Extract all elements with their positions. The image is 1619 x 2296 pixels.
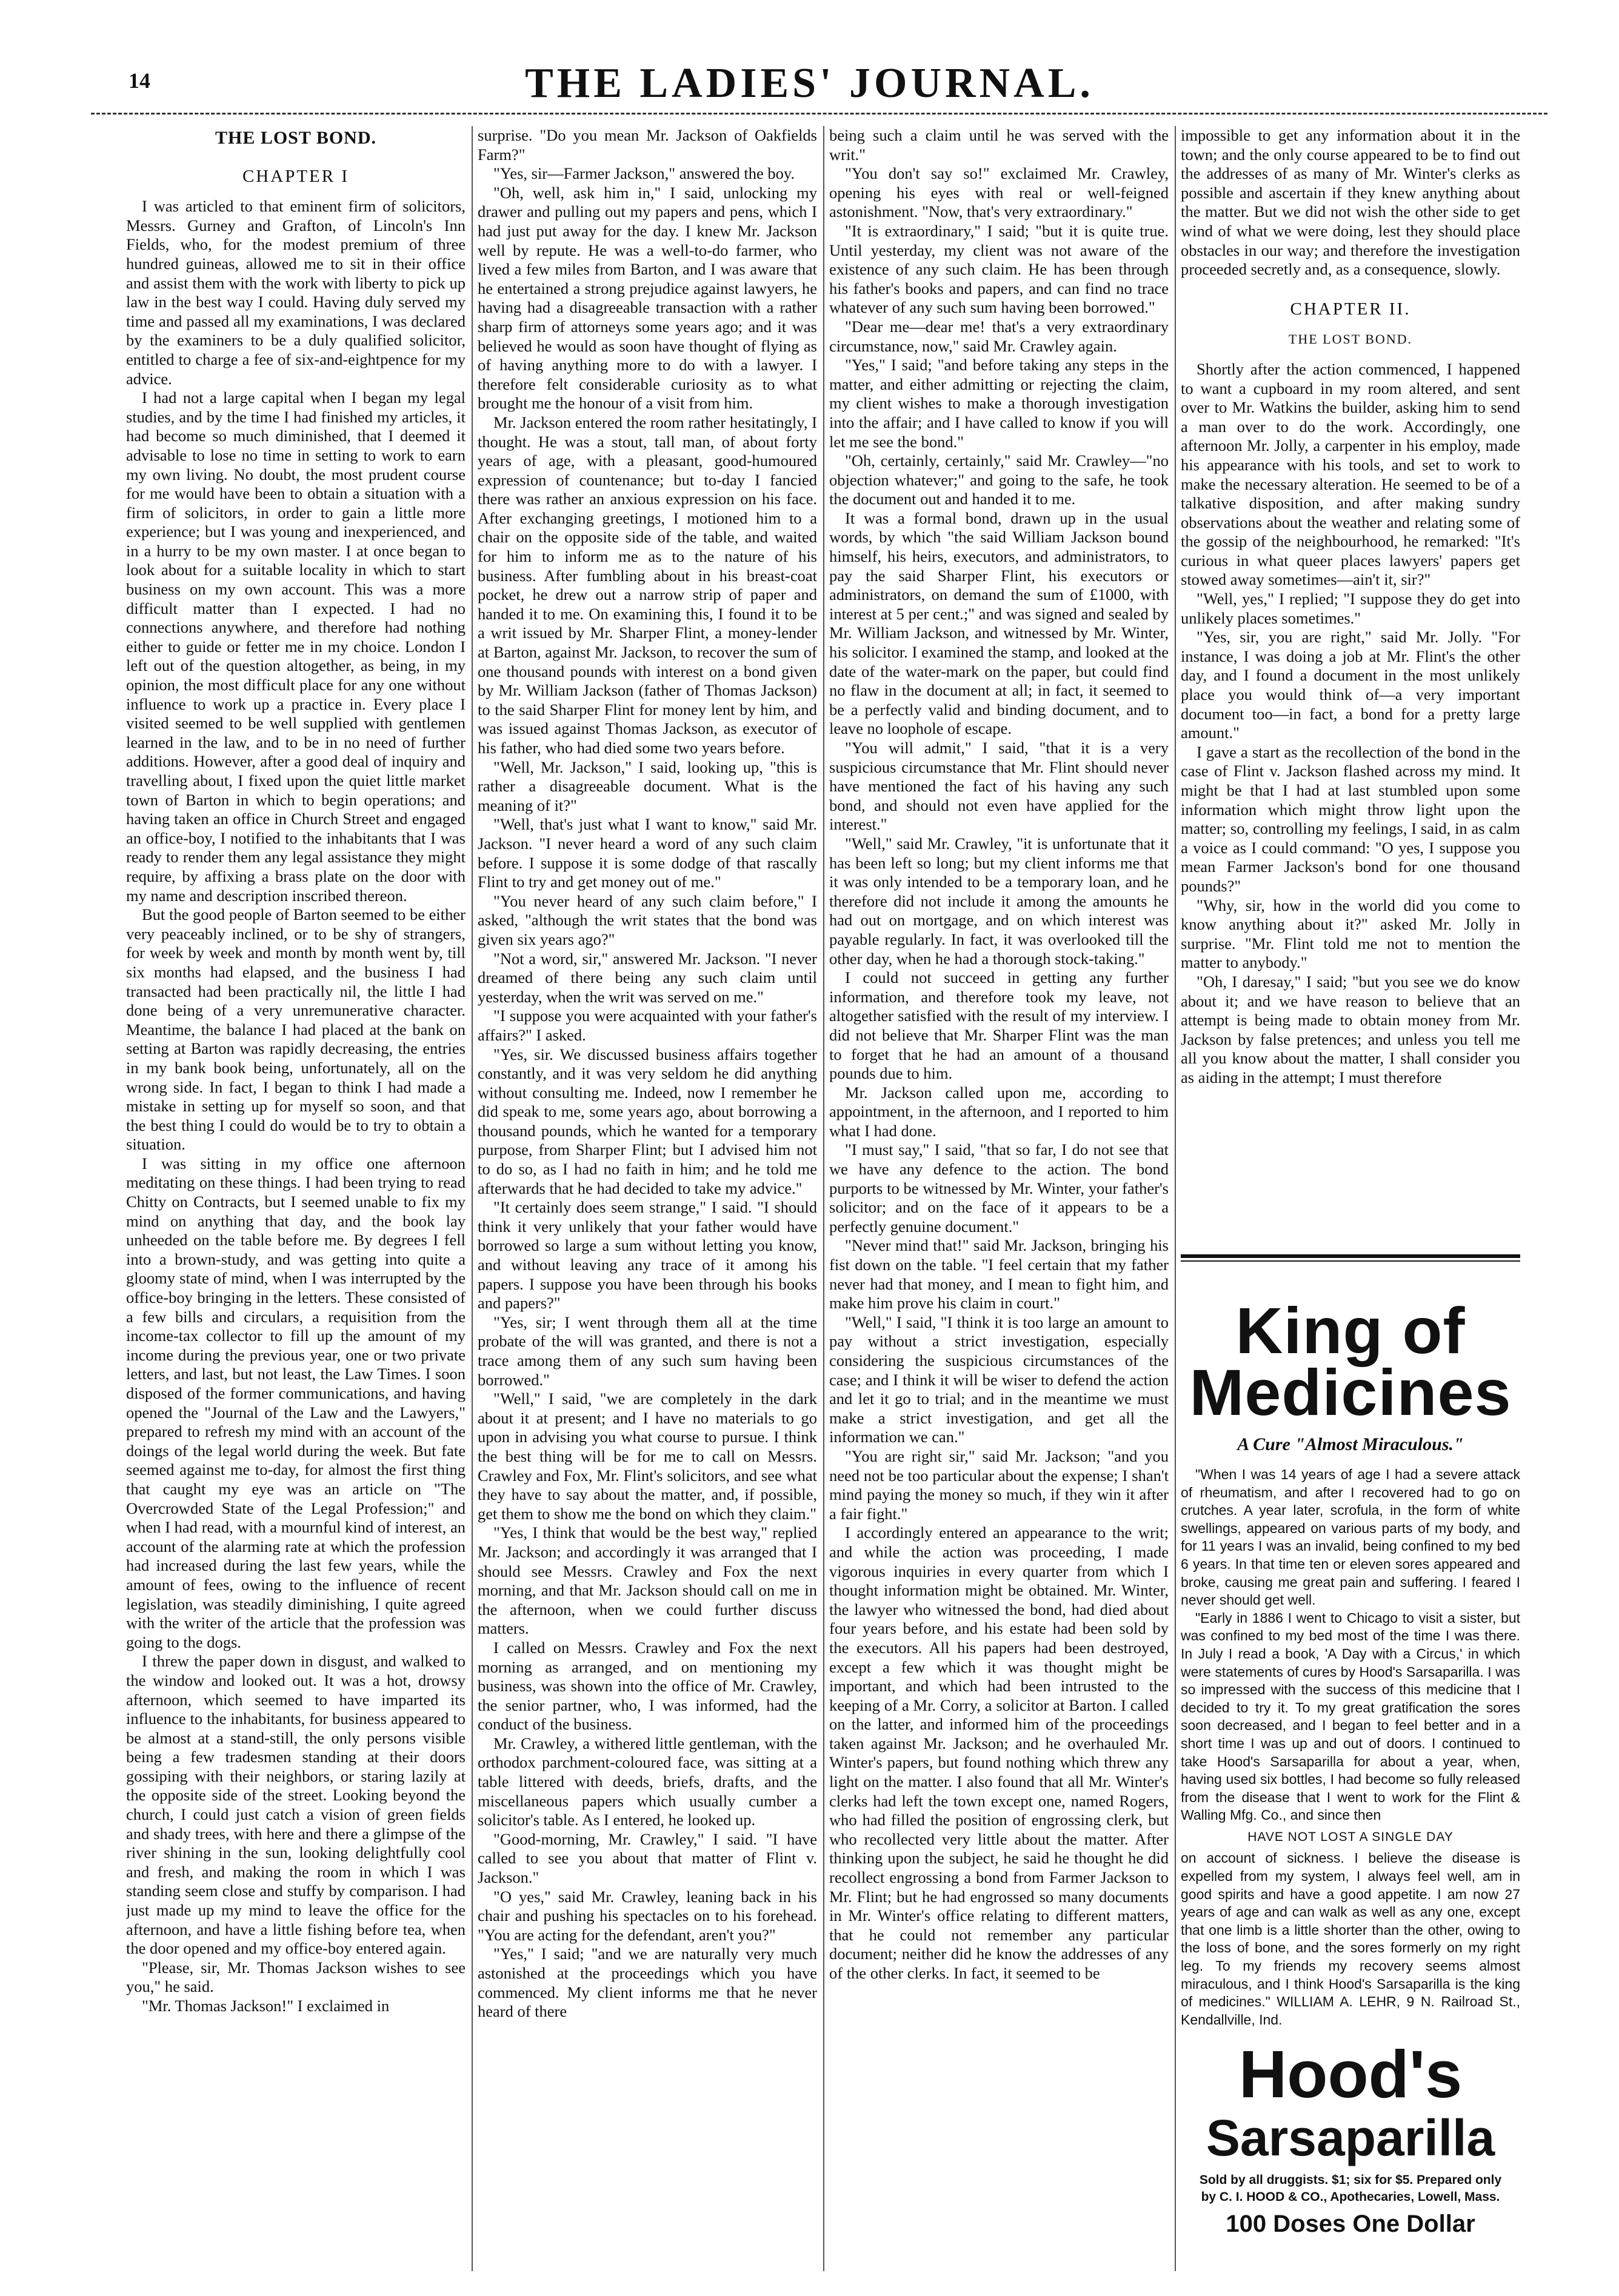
chapter-1-heading: CHAPTER I xyxy=(242,166,350,186)
paragraph: "I suppose you were acquainted with your father's affairs?" I asked. xyxy=(478,1007,817,1044)
column-2 xyxy=(478,126,817,2271)
ad-doses-line: 100 Doses One Dollar xyxy=(1226,2211,1475,2238)
paragraph: I called on Messrs. Crawley and Fox the next morning as arranged, and on mentioning my business, was shown into the office of Mr. Crawley, the senior partner, who, I was informed, had the conduct of the business. xyxy=(478,1638,817,1734)
ad-fine-print xyxy=(1181,2172,1520,2206)
paragraph: "You never heard of any such claim before," I asked, "although the writ states that the bond was given six years ago?" xyxy=(478,891,817,948)
paragraph: "It is extraordinary," I said; "but it is quite true. Until yesterday, my client was not aware of the existence of any such claim. He has been through his father's books and papers, and can find no trace whatever of any such sum having been borrowed." xyxy=(829,221,1169,317)
ad-product-line-2: Sarsaparilla xyxy=(1206,2109,1495,2167)
paragraph: "Yes," I said; "and we are naturally very much astonished at the proceedings which you have commenced. My client informs me that he never heard of there xyxy=(478,1945,817,2021)
paragraph: Shortly after the action commenced, I happened to want a cupboard in my room altered, and sent over to Mr. Watkins the builder, asking him to send a man over to do the work. Accordingly, one afternoon Mr. Jolly, a carpenter in his employ, made his appearance with his tools, and set to work to make the necessary alteration. He seemed to be of a talkative disposition, and after making sundry observations about the weather and relating some of the gossip of the neighbourhood, he remarked: "It's curious in what queer places lawyers' papers get stowed away sometimes—ain't it, sir?" xyxy=(1181,359,1520,589)
ad-paragraph: "When I was 14 years of age I had a severe attack of rheumatism, and after I recovered had to go on crutches. A year later, scrofula, in the form of white swellings, appeared on various parts of my body, and for 11 years I was an invalid, being confined to my bed 6 years. In that time ten or eleven sores appeared and broke, causing me great pain and suffering. I feared I never should get well. xyxy=(1181,1466,1520,1608)
ad-testimonial xyxy=(1181,1466,1520,2029)
paragraph: I gave a start as the recollection of the bond in the case of Flint v. Jackson flashed across my mind. It might be that I had at last stumbled upon some information which might throw light upon the matter; so, controlling my feelings, I said, in as calm a voice as I could command: "O yes, I suppose you mean Farmer Jackson's bond for one thousand pounds?" xyxy=(1181,742,1520,895)
paragraph: "Yes, sir, you are right," said Mr. Jolly. "For instance, I was doing a job at Mr. Flint's the other day, and I found a document in the most unlikely place you would think of—a very important document too—in fact, a bond for a pretty large amount." xyxy=(1181,628,1520,742)
paragraph: "Not a word, sir," answered Mr. Jackson. "I never dreamed of there being any such claim until yesterday, when the writ was served on me." xyxy=(478,949,817,1006)
paragraph: "Yes, I think that would be the best way," replied Mr. Jackson; and accordingly it was arranged that I should see Messrs. Crawley and Fox the next morning, and that Mr. Jackson should call on me in the afternoon, when we could further discuss matters. xyxy=(478,1523,817,1638)
paragraph: "Well," I said, "I think it is too large an amount to pay without a strict investigation, especially considering the suspicious circumstances of the case; and I think it will be wiser to defend the action and let it go to trial; and in the meantime we must make a strict investigation, and get all the information we can." xyxy=(829,1313,1169,1446)
paragraph: "Dear me—dear me! that's a very extraordinary circumstance, now," said Mr. Crawley again. xyxy=(829,317,1169,355)
paragraph: "You don't say so!" exclaimed Mr. Crawley, opening his eyes with real or well-feigned astonishment. "Now, that's very extraordinary." xyxy=(829,164,1169,221)
chapter-2-subtitle: THE LOST BOND. xyxy=(1288,331,1413,347)
ad-headline-line-2: Medicines xyxy=(1189,1356,1512,1429)
header-rule xyxy=(91,113,1547,115)
paragraph: "Why, sir, how in the world did you come to know anything about it?" asked Mr. Jolly in surprise. "Mr. Flint told me not to mention the matter to anybody." xyxy=(1181,896,1520,972)
ad-paragraph: on account of sickness. I believe the disease is expelled from my system, I always feel well, am in good spirits and have a good appetite. I am now 27 years of age and can walk as well as any one, except that one limb is a little shorter than the other, owing to the loss of bone, and the sores formerly on my right leg. To my friends my recovery seems almost miraculous, and I think Hood's Sarsaparilla is the king of medicines." WILLIAM A. LEHR, 9 N. Railroad St., Kendallville, Ind. xyxy=(1181,1850,1520,2028)
paragraph: "I must say," I said, "that so far, I do not see that we have any defence to the action. The bond purports to be witnessed by Mr. Winter, your father's solicitor; and on the face of it appears to be a perfectly genuine document." xyxy=(829,1140,1169,1236)
ad-tagline: A Cure "Almost Miraculous." xyxy=(1237,1434,1464,1454)
ad-emphasis-line: HAVE NOT LOST A SINGLE DAY xyxy=(1247,1829,1454,1844)
paragraph: impossible to get any information about it in the town; and the only course appeared to be to find out the addresses of as many of Mr. Winter's clerks as possible and ascertain if they knew anything about the matter. But we did not wish the other side to get wind of what we were doing, lest they should place obstacles in our way; and therefore the investigation proceeded secretly and, as a consequence, slowly. xyxy=(1181,126,1520,279)
paragraph: Mr. Crawley, a withered little gentleman, with the orthodox parchment-coloured face, was sitting at a table littered with deeds, briefs, drafts, and the miscellaneous papers which usually cumber a solicitor's table. As I entered, he looked up. xyxy=(478,1734,817,1829)
paragraph: "You will admit," I said, "that it is a very suspicious circumstance that Mr. Flint should never have mentioned the fact of his having any such bond, and should not even have applied for the interest." xyxy=(829,739,1169,834)
ad-headline-line-1: King of xyxy=(1235,1294,1466,1367)
paragraph: But the good people of Barton seemed to be either very peaceably inclined, or to be shy of strangers, for week by week and month by month went by, till six months had elapsed, and the business I had transacted had been practically nil, the little I had done being of a very unremunerative character. Meantime, the balance I had placed at the bank on setting at Barton was rapidly decreasing, the entries in my bank book being, unfortunately, all on the wrong side. In fact, I began to think I had made a mistake in setting up for myself so soon, and that the best thing I could do would be to try to obtain a situation. xyxy=(126,905,466,1154)
column-3 xyxy=(829,126,1169,2271)
paragraph: "Oh, certainly, certainly," said Mr. Crawley—"no objection whatever;" and going to the safe, he took the document out and handed it to me. xyxy=(829,451,1169,508)
paragraph: "Yes, sir—Farmer Jackson," answered the boy. xyxy=(493,164,795,183)
paragraph: "Oh, well, ask him in," I said, unlocking my drawer and pulling out my papers and pens, which I had just put away for the day. I knew Mr. Jackson well by repute. He was a well-to-do farmer, who lived a few miles from Barton, and I was aware that he entertained a strong prejudice against lawyers, he having had a disagreeable transaction with a rather sharp firm of attorneys some years ago; and it was believed he would as soon have thought of flying as of having anything more to do with a lawyer. I therefore felt considerable curiosity as to what brought me the honour of a visit from him. xyxy=(478,183,817,413)
paragraph: "Oh, I daresay," I said; "but you see we do know about it; and we have reason to believe that an attempt is being made to obtain money from Mr. Jackson by false pretences; and unless you tell me all you know about the matter, I shall consider you as aiding in the attempt; I must therefore xyxy=(1181,972,1520,1086)
paragraph: "Good-morning, Mr. Crawley," I said. "I have called to see you about that matter of Flint v. Jackson." xyxy=(478,1829,817,1887)
paragraph: It was a formal bond, drawn up in the usual words, by which "the said William Jackson bound himself, his heirs, executors, and administrators, to pay the said Sharper Flint, his executors or administrators, on demand the sum of £1000, with interest at 5 per cent.;" and was signed and sealed by Mr. William Jackson, and witnessed by Mr. Winter, his solicitor. I examined the stamp, and looked at the date of the water-mark on the paper, but could find no flaw in the document at all; in fact, it seemed to be a perfectly valid and binding document, and to leave no loophole of escape. xyxy=(829,508,1169,738)
hoods-sarsaparilla-advertisement xyxy=(1181,1251,1520,2269)
paragraph: I was articled to that eminent firm of solicitors, Messrs. Gurney and Grafton, of Lincoln's Inn Fields, who, for the modest premium of three hundred guineas, allowed me to sit in their office and assist them with the work with liberty to pick up law in the best way I could. Having duly served my time and passed all my examinations, I was declared by the examiners to be a duly qualified solicitor, entitled to charge a fee of six-and-eightpence for my advice. xyxy=(126,197,466,388)
paragraph: I had not a large capital when I began my legal studies, and by the time I had finished my articles, it had become so much diminished, that I deemed it advisable to lose no time in setting to work to earn my own living. No doubt, the most prudent course for me would have been to obtain a situation with a firm of solicitors, in order to gain a little more experience; but I was young and inexperienced, and in a hurry to be my own master. I at once began to look about for a suitable locality in which to start business on my own account. This was a more difficult matter than I expected. I had no connections anywhere, and therefore had nothing either to guide or fetter me in my choice. London I left out of the question altogether, as being, in my opinion, the most difficult place for any one without influence to work up a practice in. Every place I visited seemed to be well supplied with gentlemen learned in the law, and to be in no need of further additions. However, after a good deal of inquiry and travelling about, I fixed upon the quiet little market town of Barton in which to begin operations; and having taken an office in Church Street and engaged an office-boy, I notified to the inhabitants that I was ready to render them any legal assistance they might require, by affixing a brass plate on the door with my name and description inscribed thereon. xyxy=(126,388,466,905)
paragraph: I accordingly entered an appearance to the writ; and while the action was proceeding, I made vigorous inquiries in every quarter from which I thought information might be obtained. Mr. Winter, the lawyer who witnessed the bond, had died about four years before, and his estate had been sold by the executors. All his papers had been destroyed, except a few which it was thought might be important, and which had been intrusted to the keeping of a Mr. Corry, a solicitor at Barton. I called on the latter, and informed him of the proceedings taken against Mr. Jackson; and he overhauled Mr. Winter's papers, but found nothing which threw any light on the matter. I also found that all Mr. Winter's clerks had left the town except one, named Rogers, who had filled the position of engrossing clerk, but who recollected very little about the matter. After thinking upon the subject, he said he thought he did recollect engrossing a bond from Farmer Jackson to Mr. Flint; but he had engrossed so many documents in Mr. Winter's office relating to different matters, that he could not remember any particular document; neither did he know the addresses of any of the other clerks. In fact, it seemed to be xyxy=(829,1523,1169,1982)
ad-paragraph: "Early in 1886 I went to Chicago to visit a sister, but was confined to my bed most of the time I was there. In July I read a book, 'A Day with a Circus,' in which were statements of cures by Hood's Sarsaparilla. I was so impressed with the success of this medicine that I decided to try it. To my great gratification the sores soon decreased, and I began to feel better and in a short time I was up and out of doors. I continued to take Hood's Sarsaparilla for about a year, when, having used six bottles, I had become so fully released from the disease that I went to work for the Flint & Walling Mfg. Co., and since then xyxy=(1181,1609,1520,1823)
paragraph: Mr. Jackson entered the room rather hesitatingly, I thought. He was a stout, tall man, of about forty years of age, with a pleasant, good-humoured expression of countenance; but to-day I fancied there was rather an anxious expression on his face. After exchanging greetings, I motioned him to a chair on the opposite side of the table, and waited for him to inform me as to the nature of his business. After fumbling about in his breast-coat pocket, he drew out a narrow strip of paper and handed it to me. On examining this, I found it to be a writ issued by Mr. Sharper Flint, a money-lender at Barton, against Mr. Jackson, to recover the sum of one thousand pounds with interest on a bond given by Mr. William Jackson (father of Thomas Jackson) to the said Sharper Flint for money lent by him, and was issued against Thomas Jackson, as executor of his father, who had died some two years before. xyxy=(478,413,817,757)
story-title: THE LOST BOND. xyxy=(215,128,377,148)
paragraph: "Mr. Thomas Jackson!" I exclaimed in xyxy=(142,1997,390,2015)
paragraph: "Yes, sir; I went through them all at the time probate of the will was granted, and there is not a trace among them of any such sum having been borrowed." xyxy=(478,1313,817,1389)
paragraph: "Well, yes," I replied; "I suppose they do get into unlikely places sometimes." xyxy=(1181,590,1520,627)
ad-product-name xyxy=(1181,2037,1520,2169)
paragraph: "Well," I said, "we are completely in the dark about it at present; and I have no materials to go upon in advising you what course to pursue. I think the best thing will be for me to call on Messrs. Crawley and Fox, Mr. Flint's solicitors, and see what they have to say about the matter, and, if possible, get them to show me the bond on which they claim." xyxy=(478,1389,817,1523)
paragraph: "Yes, sir. We discussed business affairs together constantly, and it was very seldom he did anything without consulting me. Indeed, now I remember he did speak to me, some years ago, about borrowing a thousand pounds, which he wanted for a temporary purpose, from Sharper Flint; but I advised him not to do so, as I had no faith in him; and he told me afterwards that he had decided to take my advice." xyxy=(478,1045,817,1197)
column-divider xyxy=(472,126,473,2271)
masthead: THE LADIES' JOURNAL. xyxy=(525,60,1094,107)
paragraph: Mr. Jackson called upon me, according to appointment, in the afternoon, and I reported to him what I had done. xyxy=(829,1083,1169,1140)
column-divider xyxy=(1175,126,1176,2271)
paragraph: "Please, sir, Mr. Thomas Jackson wishes to see you," he said. xyxy=(126,1958,466,1996)
ad-fine-print-line: Sold by all druggists. $1; six for $5. Prepared only xyxy=(1199,2173,1502,2188)
paragraph: being such a claim until he was served with the writ." xyxy=(829,126,1169,164)
paragraph: "It certainly does seem strange," I said. "I should think it very unlikely that your father would have borrowed so large a sum without letting you know, and without leaving any trace of it among his papers. I suppose you have been through his books and papers?" xyxy=(478,1198,817,1313)
paragraph: "O yes," said Mr. Crawley, leaning back in his chair and pushing his spectacles on to his forehead. "You are acting for the defendant, aren't you?" xyxy=(478,1887,817,1944)
paragraph: "Well, Mr. Jackson," I said, looking up, "this is rather a disagreeable document. What is the meaning of it?" xyxy=(478,757,817,814)
ad-product-line-1: Hood's xyxy=(1238,2037,1463,2112)
paragraph: "Well," said Mr. Crawley, "it is unfortunate that it has been left so long; but my client informs me that it was only intended to be a temporary loan, and he therefore did not include it among the amounts he had out on mortgage, and on which interest was payable regularly. In fact, it was overlooked till the other day, when he had a thorough stock-taking." xyxy=(829,834,1169,968)
chapter-2-heading: CHAPTER II. xyxy=(1290,299,1411,319)
paragraph: "Yes," I said; "and before taking any steps in the matter, and either admitting or rejecting the claim, my client wishes to make a thorough investigation into the affair; and I have called to know if you will let me see the bond." xyxy=(829,356,1169,451)
paragraph: "Never mind that!" said Mr. Jackson, bringing his fist down on the table. "I feel certain that my father never had that money, and I mean to fight him, and make him prove his claim in court." xyxy=(829,1236,1169,1313)
column-divider xyxy=(823,126,824,2271)
paragraph: "Well, that's just what I want to know," said Mr. Jackson. "I never heard a word of any such claim before. I suppose it is some dodge of that rascally Flint to try and get money out of me." xyxy=(478,815,817,891)
ad-fine-print-line: by C. I. HOOD & CO., Apothecaries, Lowell, Mass. xyxy=(1201,2190,1500,2204)
paragraph: I was sitting in my office one afternoon meditating on these things. I had been trying to read Chitty on Contracts, but I seemed unable to fix my mind on anything that day, and the book lay unheeded on the table before me. By degrees I fell into a brown-study, and was getting into quite a gloomy state of mind, when I was interrupted by the office-boy bringing in the letters. These consisted of a few bills and circulars, a requisition from the income-tax collector to fill up the amount of my income during the previous year, one or two private letters, and last, but not least, the Law Times. I soon disposed of the former communications, and having opened the "Journal of the Law and the Lawyers," prepared to refresh my mind with an account of the doings of the legal world during the week. But fate seemed against me to-day, for almost the first thing that caught my eye was an article on "The Overcrowded State of the Legal Profession;" and when I had read, with a mournful kind of interest, an account of the alarming rate at which the profession had increased during the last few years, while the amount of fees, owing to the influence of recent legislation, was steadily diminishing, I quite agreed with the writer of the article that the profession was going to the dogs. xyxy=(126,1154,466,1651)
paragraph: I could not succeed in getting any further information, and therefore took my leave, not altogether satisfied with the result of my interview. I did not believe that Mr. Sharper Flint was the man to forget that he had an amount of a thousand pounds due to him. xyxy=(829,968,1169,1083)
paragraph: I threw the paper down in disgust, and walked to the window and looked out. It was a hot, drowsy afternoon, which seemed to have imparted its influence to the inhabitants, for business appeared to be almost at a stand-still, the only persons visible being a few tradesmen standing at their doors gossiping with their neighbors, or staring lazily at the opposite side of the street. Looking beyond the church, I could just catch a vision of green fields and shady trees, with here and there a glimpse of the river shining in the sun, looking delightfully cool and fresh, and making the room in which I was standing seem close and stuffy by comparison. I had just made up my mind to leave the office for the afternoon, and have a little fishing before tea, when the door opened and my office-boy entered again. xyxy=(126,1652,466,1958)
paragraph: surprise. "Do you mean Mr. Jackson of Oakfields Farm?" xyxy=(478,126,817,164)
paragraph: "You are right sir," said Mr. Jackson; "and you need not be too particular about the expense; I shan't mind paying the money so much, if they win it after a fair fight." xyxy=(829,1446,1169,1523)
column-1 xyxy=(126,126,466,2271)
column-1-text xyxy=(126,197,466,2015)
page-number: 14 xyxy=(129,68,150,93)
ad-headline xyxy=(1181,1294,1520,1429)
column-4 xyxy=(1181,126,1520,1250)
